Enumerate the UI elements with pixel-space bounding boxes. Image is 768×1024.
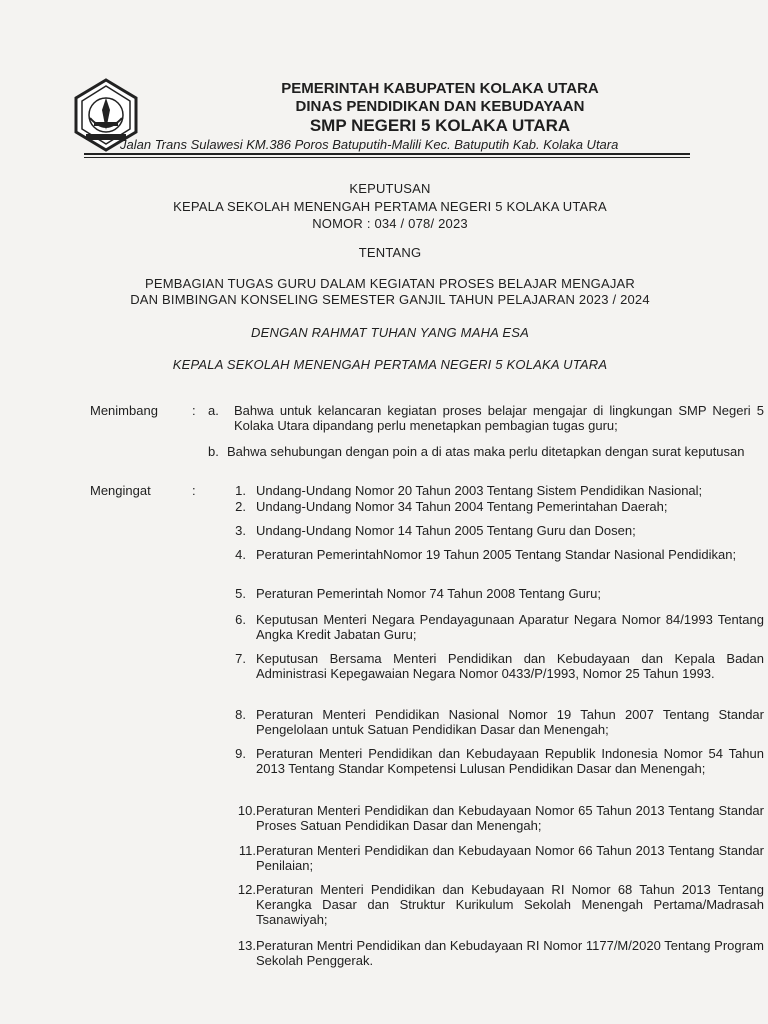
mengingat-item-number: 10.	[237, 803, 256, 818]
mengingat-item-number: 13.	[237, 938, 256, 953]
mengingat-item-text: Peraturan Mentri Pendidikan dan Kebudayaan RI Nomor 1177/M/2020 Tentang Program Sekolah Penggerak.	[256, 938, 764, 968]
title-subject-line2: DAN BIMBINGAN KONSELING SEMESTER GANJIL TAHUN PELAJARAN 2023 / 2024	[130, 292, 650, 307]
menimbang-item-letter: a.	[208, 403, 219, 418]
title-nomor: NOMOR : 034 / 078/ 2023	[312, 216, 468, 231]
title-tentang: TENTANG	[358, 245, 422, 260]
mengingat-item-number: 5.	[235, 586, 246, 601]
mengingat-item-text: Undang-Undang Nomor 34 Tahun 2004 Tentang Pemerintahan Daerah;	[256, 499, 668, 514]
header-address: Jalan Trans Sulawesi KM.386 Poros Batuputih-Malili Kec. Batuputih Kab. Kolaka Utara	[120, 137, 619, 152]
letterhead-rule-thick	[84, 153, 690, 155]
mengingat-item-number: 8.	[235, 707, 246, 722]
mengingat-item-text: Peraturan Menteri Pendidikan Nasional Nomor 19 Tahun 2007 Tentang Standar Pengelolaan untuk Satuan Pendidikan Dasar dan Menengah;	[256, 707, 764, 737]
mengingat-item-number: 6.	[235, 612, 246, 627]
title-subject-line1: PEMBAGIAN TUGAS GURU DALAM KEGIATAN PROSES BELAJAR MENGAJAR	[144, 276, 635, 291]
mengingat-item-text: Keputusan Menteri Negara Pendayagunaan Aparatur Negara Nomor 84/1993 Tentang Angka Kredit Jabatan Guru;	[256, 612, 764, 642]
letterhead	[70, 78, 720, 158]
title-rahmat: DENGAN RAHMAT TUHAN YANG MAHA ESA	[251, 325, 529, 340]
menimbang-colon: :	[192, 403, 196, 418]
mengingat-item-number: 12.	[237, 882, 256, 897]
mengingat-item-number: 3.	[235, 523, 246, 538]
mengingat-item-text: Peraturan Menteri Pendidikan dan Kebudayaan RI Nomor 68 Tahun 2013 Tentang Kerangka Dasar dan Struktur Kurikulum Sekolah Menengah Pertama/Madrasah Tsanawiyah;	[256, 882, 764, 927]
menimbang-item-letter: b.	[208, 444, 219, 459]
letterhead-rule-thin	[84, 157, 690, 158]
menimbang-item-text: Bahwa sehubungan dengan poin a di atas maka perlu ditetapkan dengan surat keputusan	[227, 444, 745, 459]
header-school-name: SMP NEGERI 5 KOLAKA UTARA	[309, 116, 571, 135]
mengingat-item-text: Undang-Undang Nomor 20 Tahun 2003 Tentang Sistem Pendidikan Nasional;	[256, 483, 703, 498]
mengingat-item-number: 7.	[235, 651, 246, 666]
title-kepala: KEPALA SEKOLAH MENENGAH PERTAMA NEGERI 5 KOLAKA UTARA	[173, 199, 607, 214]
mengingat-item-number: 2.	[235, 499, 246, 514]
menimbang-label: Menimbang	[90, 403, 158, 418]
mengingat-item-text: Peraturan Pemerintah Nomor 74 Tahun 2008 Tentang Guru;	[256, 586, 601, 601]
mengingat-label: Mengingat	[90, 483, 151, 498]
mengingat-item-text: Undang-Undang Nomor 14 Tahun 2005 Tentang Guru dan Dosen;	[256, 523, 636, 538]
mengingat-item-text: Peraturan Menteri Pendidikan dan Kebudayaan Nomor 65 Tahun 2013 Tentang Standar Proses Satuan Pendidikan Dasar dan Menengah;	[256, 803, 764, 833]
header-department: DINAS PENDIDIKAN DAN KEBUDAYAAN	[295, 98, 585, 115]
mengingat-item-text: Peraturan Menteri Pendidikan dan Kebudayaan Nomor 66 Tahun 2013 Tentang Standar Penilaian;	[256, 843, 764, 873]
header-government: PEMERINTAH KABUPATEN KOLAKA UTARA	[281, 80, 599, 97]
mengingat-item-text: Peraturan Menteri Pendidikan dan Kebudayaan Republik Indonesia Nomor 54 Tahun 2013 Tentang Standar Kompetensi Lulusan Pendidikan Dasar dan Menengah;	[256, 746, 764, 776]
title-kepala-italic: KEPALA SEKOLAH MENENGAH PERTAMA NEGERI 5 KOLAKA UTARA	[172, 357, 608, 372]
mengingat-item-number: 4.	[235, 547, 246, 562]
mengingat-colon: :	[192, 483, 196, 498]
mengingat-item-text: Peraturan PemerintahNomor 19 Tahun 2005 Tentang Standar Nasional Pendidikan;	[256, 547, 737, 562]
mengingat-item-number: 9.	[235, 746, 246, 761]
mengingat-item-number: 11.	[238, 843, 256, 858]
mengingat-item-number: 1.	[235, 483, 246, 498]
title-keputusan: KEPUTUSAN	[349, 181, 431, 196]
menimbang-item-text: Bahwa untuk kelancaran kegiatan proses belajar mengajar di lingkungan SMP Negeri 5 Kolaka Utara dipandang perlu menetapkan pembagian tugas guru;	[234, 403, 764, 433]
mengingat-item-text: Keputusan Bersama Menteri Pendidikan dan Kebudayaan dan Kepala Badan Administrasi Kepegawaian Negara Nomor 0433/P/1993, Nomor 25 Tahun 1993.	[256, 651, 764, 681]
